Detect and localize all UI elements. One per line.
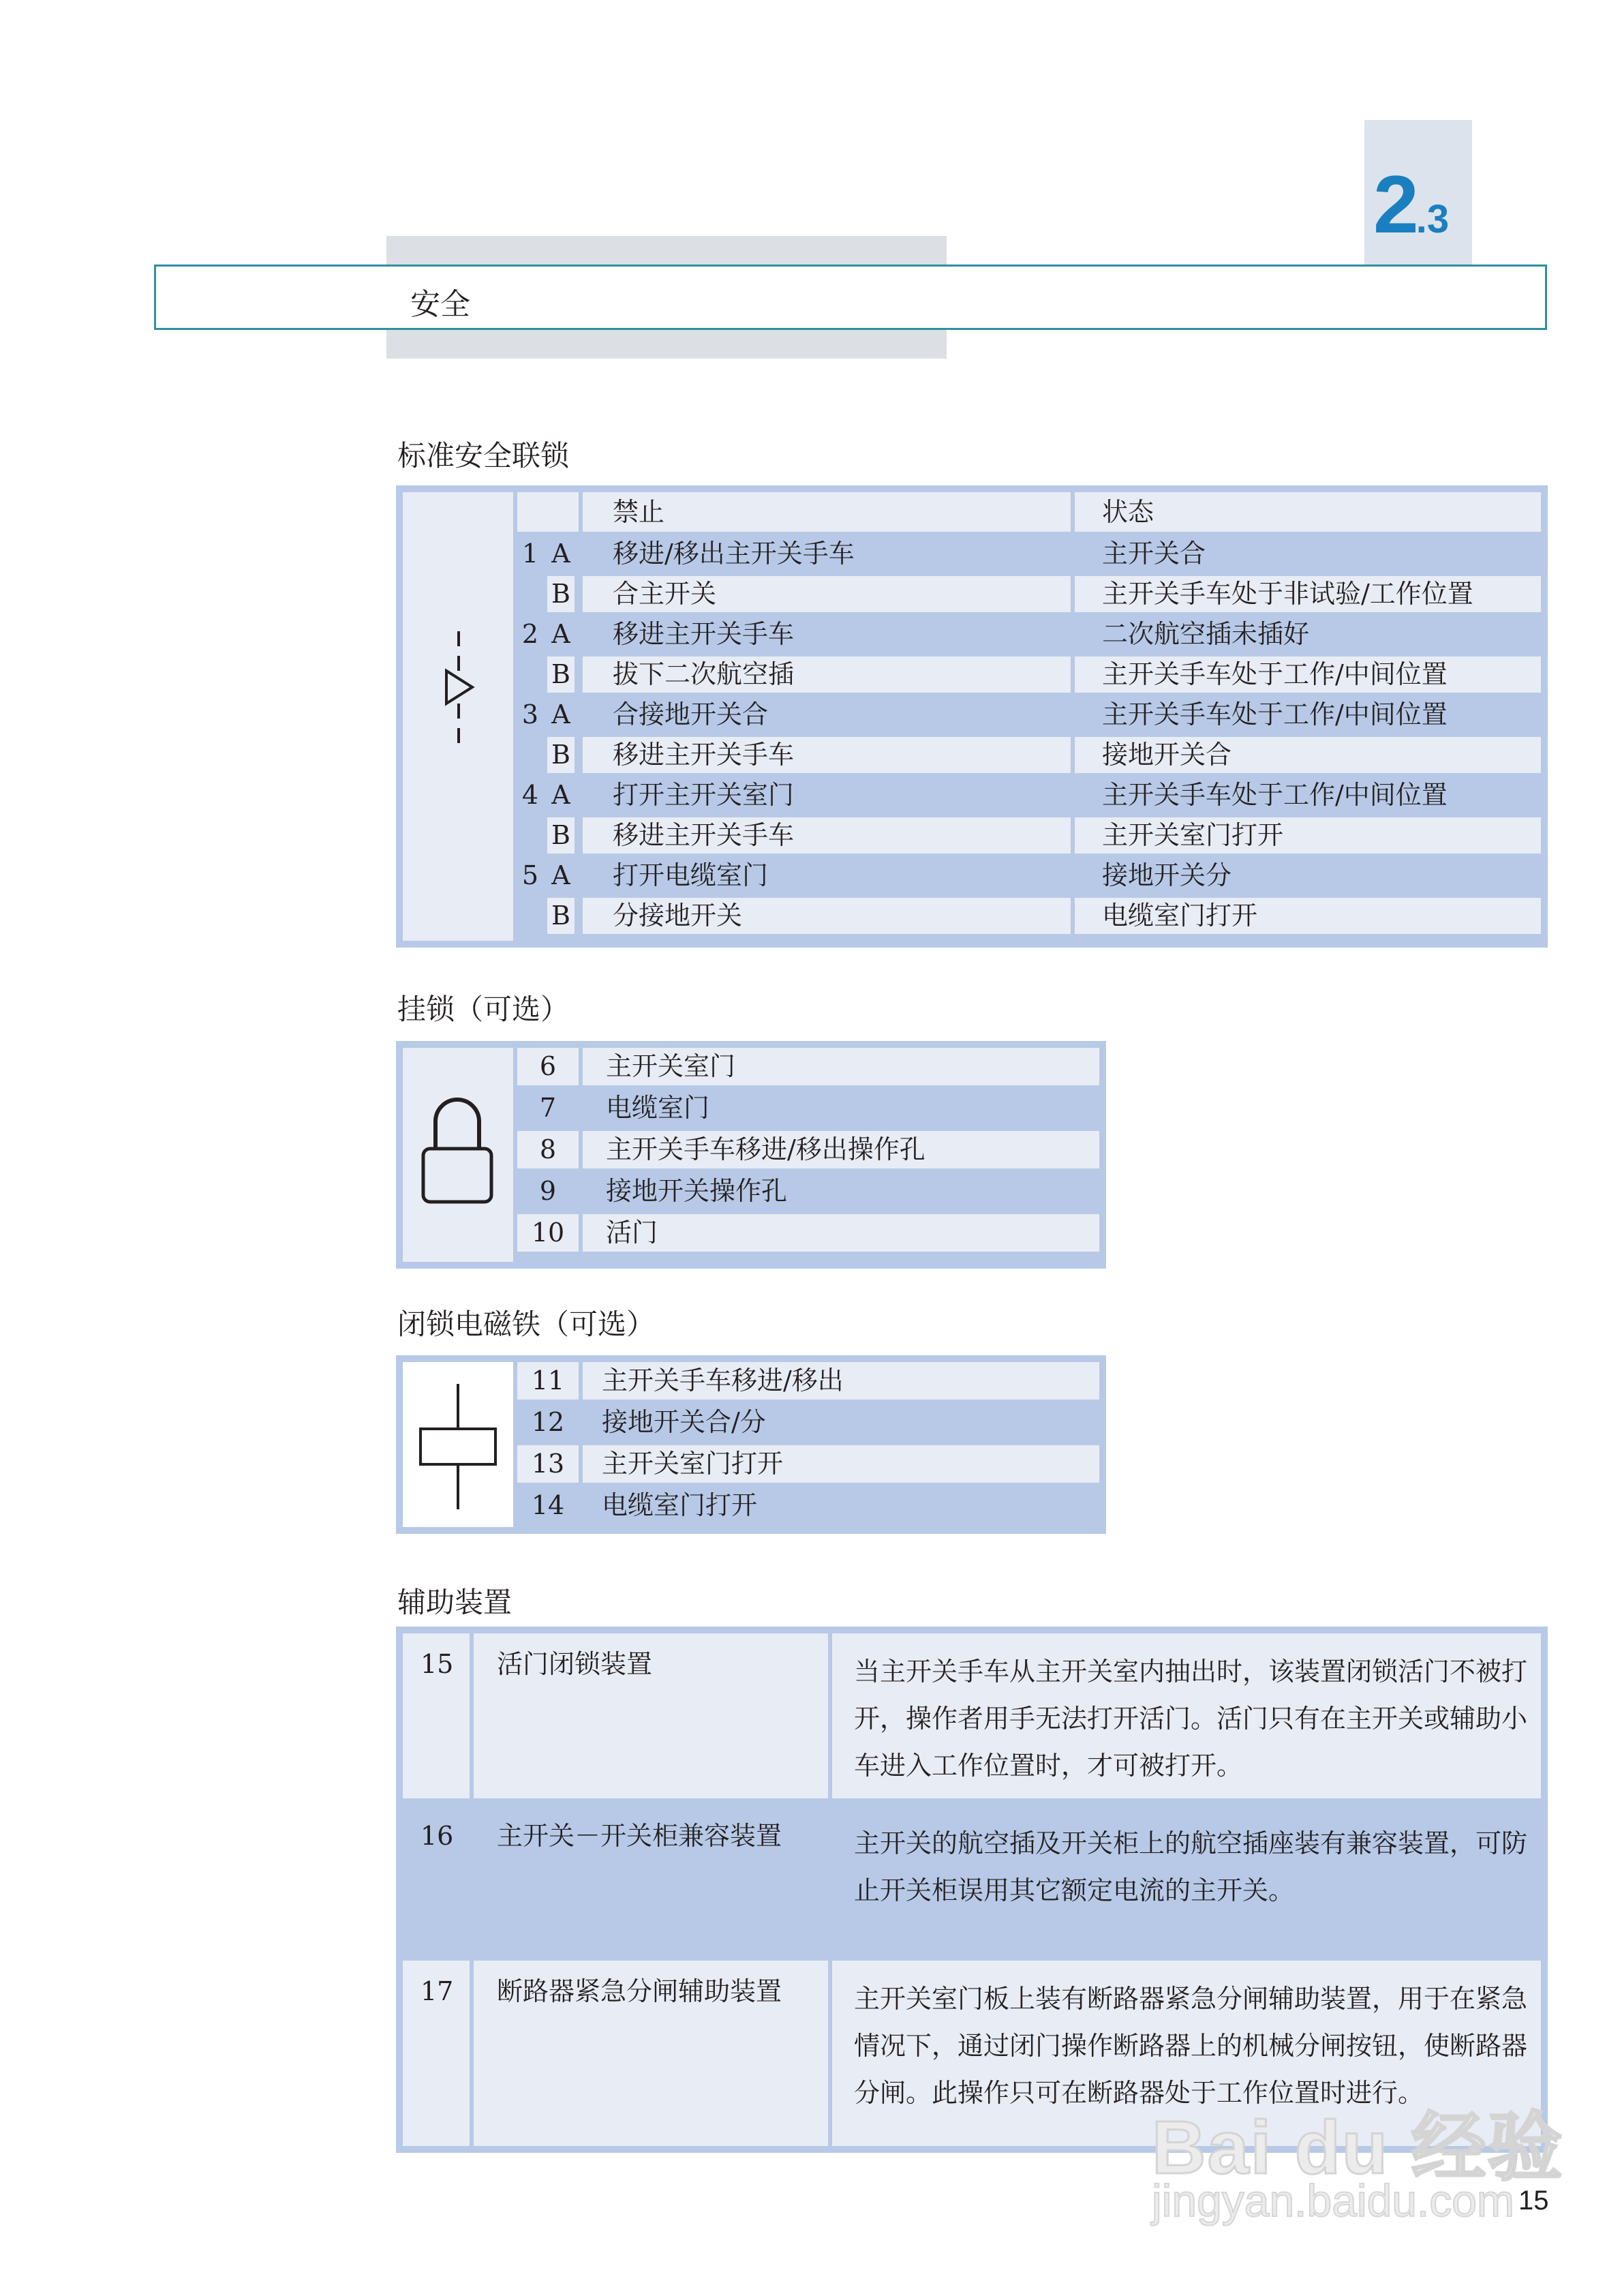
aux-row-desc: 当主开关手车从主开关室内抽出时，该装置闭锁活门不被打开，操作者用手无法打开活门。活门只有在主开关或辅助小车进入工作位置时，才可被打开。 — [832, 1633, 1541, 1798]
page-title: 安全 — [410, 287, 470, 322]
row-sub: B — [547, 737, 575, 773]
row-state: 接地开关合 — [1075, 737, 1541, 773]
row-forbid: 合接地开关合 — [583, 697, 1071, 733]
magnet-table — [396, 1355, 1106, 1534]
padlock-row-text: 接地开关操作孔 — [583, 1173, 1099, 1210]
header-blank — [517, 492, 579, 532]
row-sub: B — [547, 576, 575, 612]
row-forbid: 拔下二次航空插 — [583, 656, 1071, 693]
row-sub: A — [551, 860, 570, 890]
padlock-row-number: 8 — [517, 1131, 579, 1168]
row-state: 主开关手车处于工作/中间位置 — [1075, 697, 1541, 733]
row-state: 主开关室门打开 — [1075, 817, 1541, 854]
row-number: 5 — [521, 860, 539, 890]
row-sub: A — [551, 699, 570, 729]
aux-row-number: 17 — [403, 1961, 470, 2146]
padlock-row-text: 主开关室门 — [583, 1048, 1099, 1085]
solenoid-icon — [403, 1362, 513, 1527]
magnet-symbol-cell — [403, 1362, 513, 1527]
aux-row-number: 16 — [403, 1805, 470, 1957]
row-forbid: 打开电缆室门 — [583, 858, 1071, 894]
title-box — [154, 265, 1547, 330]
section-heading-aux: 辅助装置 — [397, 1586, 512, 1619]
padlock-row-text: 活门 — [583, 1214, 1099, 1252]
row-number-cell — [517, 697, 579, 733]
chapter-number — [1373, 159, 1450, 260]
row-forbid: 移进/移出主开关手车 — [583, 536, 1071, 572]
chapter-sub: .3 — [1416, 197, 1450, 241]
aux-row-desc: 主开关室门板上装有断路器紧急分闸辅助装置，用于在紧急情况下，通过闭门操作断路器上的机械分闸按钮，使断路器分闸。此操作只可在断路器处于工作位置时进行。 — [832, 1961, 1541, 2146]
section-heading-standard: 标准安全联锁 — [397, 439, 570, 472]
row-forbid: 分接地开关 — [583, 898, 1071, 934]
row-forbid: 移进主开关手车 — [583, 737, 1071, 773]
aux-row-desc: 主开关的航空插及开关柜上的航空插座装有兼容装置，可防止开关柜误用其它额定电流的主开关。 — [832, 1805, 1541, 1957]
row-sub: B — [547, 656, 575, 693]
header-state: 状态 — [1075, 492, 1541, 532]
padlock-row-number: 10 — [517, 1214, 579, 1252]
padlock-symbol-cell — [403, 1048, 513, 1262]
aux-row-name: 活门闭锁装置 — [474, 1633, 828, 1798]
magnet-row-number: 14 — [517, 1487, 579, 1524]
chapter-main: 2 — [1373, 159, 1416, 250]
padlock-row-number: 9 — [517, 1173, 579, 1210]
magnet-row-text: 接地开关合/分 — [583, 1404, 1099, 1441]
row-forbid: 移进主开关手车 — [583, 616, 1071, 652]
row-sub: B — [547, 817, 575, 854]
row-number: 2 — [521, 619, 539, 649]
row-sub: B — [547, 898, 575, 934]
row-forbid: 移进主开关手车 — [583, 817, 1071, 854]
row-number: 3 — [521, 699, 539, 729]
watermark-logo: Bai du 经验 — [1152, 2106, 1564, 2190]
row-forbid: 合主开关 — [583, 576, 1071, 612]
row-state: 二次航空插未插好 — [1075, 616, 1541, 652]
row-state: 接地开关分 — [1075, 858, 1541, 894]
row-state: 主开关合 — [1075, 536, 1541, 572]
magnet-row-text: 电缆室门打开 — [583, 1487, 1099, 1524]
interlock-symbol-cell — [403, 492, 513, 941]
magnet-row-number: 12 — [517, 1404, 579, 1441]
header-forbid: 禁止 — [583, 492, 1071, 532]
row-state: 电缆室门打开 — [1075, 898, 1541, 934]
section-heading-padlock: 挂锁（可选） — [397, 993, 570, 1026]
row-number-cell — [517, 616, 579, 652]
row-number-cell — [517, 777, 579, 813]
magnet-row-number: 11 — [517, 1362, 579, 1400]
row-number-cell — [517, 858, 579, 894]
aux-row-number: 15 — [403, 1633, 470, 1798]
section-heading-magnet: 闭锁电磁铁（可选） — [397, 1308, 656, 1341]
row-sub: A — [551, 619, 570, 649]
standard-interlock-table — [396, 485, 1548, 948]
aux-row-name: 断路器紧急分闸辅助装置 — [474, 1961, 828, 2146]
row-number-cell — [517, 656, 579, 693]
row-sub: A — [551, 539, 570, 569]
magnet-row-text: 主开关室门打开 — [583, 1445, 1099, 1483]
row-forbid: 打开主开关室门 — [583, 777, 1071, 813]
row-number-cell — [517, 817, 579, 854]
padlock-icon — [403, 1048, 513, 1262]
aux-row-name: 主开关－开关柜兼容装置 — [474, 1805, 828, 1957]
row-sub: A — [551, 780, 570, 810]
padlock-table — [396, 1041, 1106, 1269]
auxiliary-device-table — [396, 1627, 1548, 2153]
watermark-url: jingyan.baidu.com — [1152, 2175, 1514, 2226]
row-state: 主开关手车处于工作/中间位置 — [1075, 777, 1541, 813]
row-state: 主开关手车处于工作/中间位置 — [1075, 656, 1541, 693]
row-number-cell — [517, 576, 579, 612]
page-number: 15 — [1518, 2186, 1549, 2216]
padlock-row-number: 6 — [517, 1048, 579, 1085]
interlock-symbol-icon — [403, 492, 513, 941]
row-number-cell — [517, 898, 579, 934]
row-number: 1 — [521, 539, 539, 569]
row-number: 4 — [521, 780, 539, 810]
padlock-row-text: 主开关手车移进/移出操作孔 — [583, 1131, 1099, 1168]
padlock-row-text: 电缆室门 — [583, 1089, 1099, 1127]
row-number-cell — [517, 536, 579, 572]
magnet-row-text: 主开关手车移进/移出 — [583, 1362, 1099, 1400]
row-state: 主开关手车处于非试验/工作位置 — [1075, 576, 1541, 612]
row-number-cell — [517, 737, 579, 773]
padlock-row-number: 7 — [517, 1089, 579, 1127]
magnet-row-number: 13 — [517, 1445, 579, 1483]
